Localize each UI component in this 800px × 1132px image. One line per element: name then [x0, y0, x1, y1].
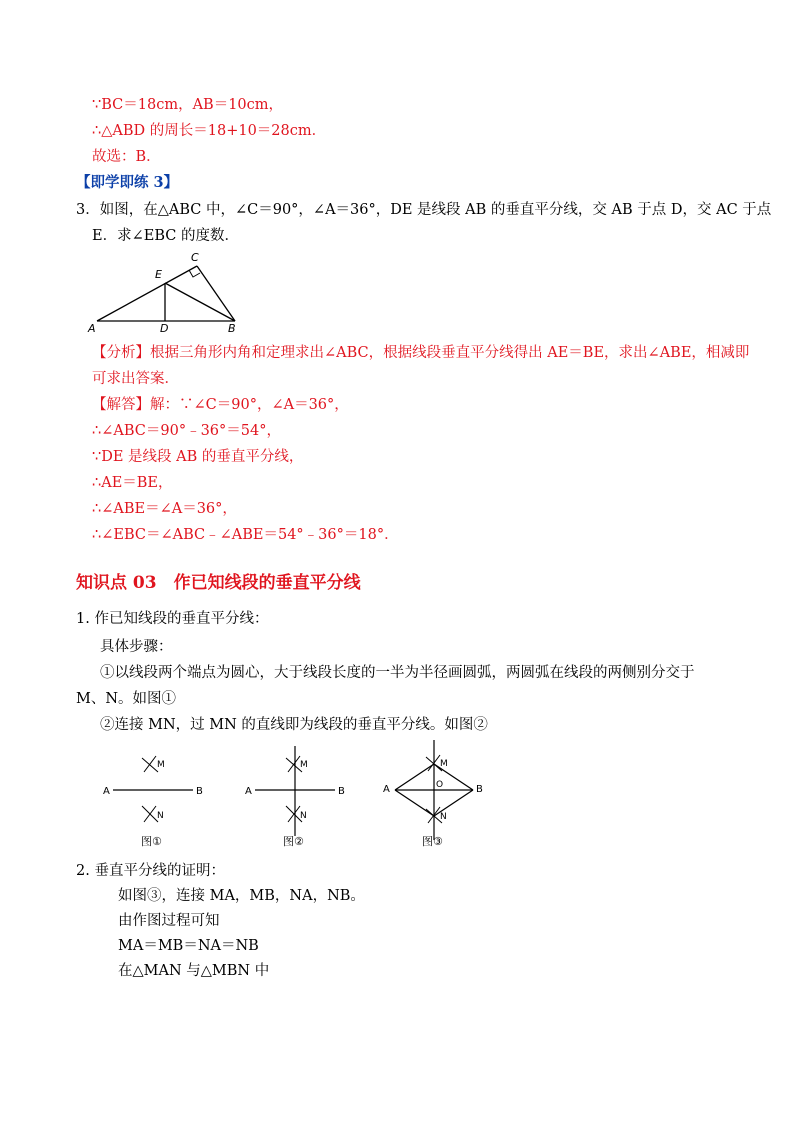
fig2-caption: 图② [283, 835, 304, 848]
answer-line-3: ∵DE 是线段 AB 的垂直平分线， [92, 449, 304, 465]
proof-line-4: 在△MAN 与△MBN 中 [118, 963, 270, 979]
point-2-title: 2. 垂直平分线的证明： [76, 863, 225, 879]
step-1-line-b: M、N。如图① [76, 691, 177, 707]
step-1-line-a: ①以线段两个端点为圆心，大于线段长度的一半为半径画圆弧，两圆弧在线段的两侧别分交于 [100, 665, 695, 681]
section-title: 知识点 03 作已知线段的垂直平分线 [76, 573, 361, 593]
fig3-label-n: N [440, 812, 447, 822]
vertex-label-a: A [88, 322, 96, 335]
answer-line-6: ∴∠EBC＝∠ABC﹣∠ABE＝54°﹣36°＝18°． [92, 527, 399, 543]
triangle-figure [85, 246, 245, 336]
answer-line-2: ∴∠ABC＝90°﹣36°＝54°， [92, 423, 281, 439]
point-1-title: 1. 作已知线段的垂直平分线： [76, 611, 269, 627]
fig3-caption: 图③ [422, 835, 443, 848]
vertex-label-b: B [228, 322, 236, 335]
answer-line-1: 【解答】解：∵∠C＝90°，∠A＝36°， [92, 397, 349, 413]
step-2-line: ②连接 MN，过 MN 的直线即为线段的垂直平分线。如图② [100, 717, 488, 733]
figure-3 [383, 740, 483, 848]
vertex-label-c: C [191, 251, 199, 264]
fig3-label-o: O [436, 780, 444, 790]
fig1-label-m: M [157, 760, 165, 770]
solution-line-3: 故选：B． [92, 149, 161, 165]
fig1-label-b: B [196, 786, 203, 797]
figure-2 [245, 746, 345, 848]
construction-figures [95, 736, 505, 854]
fig2-label-b: B [338, 786, 345, 797]
analysis-line-2: 可求出答案． [92, 371, 179, 387]
fig3-label-a: A [383, 784, 390, 795]
fig1-label-n: N [157, 811, 164, 821]
fig1-label-a: A [103, 786, 110, 797]
question-3-line-2: E．求∠EBC 的度数． [92, 228, 239, 244]
solution-line-2: ∴△ABD 的周长＝18+10＝28cm． [92, 123, 327, 139]
vertex-label-e: E [155, 268, 162, 281]
question-3-line-1: 3．如图，在△ABC 中，∠C＝90°，∠A＝36°，DE 是线段 AB 的垂直平分线，交 AB 于点 D，交 AC 于点 [76, 202, 772, 218]
vertex-label-d: D [160, 322, 169, 335]
fig3-label-m: M [440, 759, 448, 769]
answer-line-4: ∴AE＝BE， [92, 475, 173, 491]
proof-line-1: 如图③，连接 MA，MB，NA，NB。 [118, 888, 365, 904]
fig3-label-b: B [476, 784, 483, 795]
proof-line-3: MA＝MB＝NA＝NB [118, 938, 259, 954]
analysis-line-1: 【分析】根据三角形内角和定理求出∠ABC，根据线段垂直平分线得出 AE＝BE，求出∠ABE，相减即 [92, 345, 750, 361]
fig2-label-m: M [300, 760, 308, 770]
figure-1 [103, 756, 203, 848]
practice-label: 【即学即练 3】 [76, 174, 179, 191]
proof-line-2: 由作图过程可知 [118, 913, 220, 929]
fig2-label-a: A [245, 786, 252, 797]
solution-line-1: ∵BC＝18cm，AB＝10cm， [92, 97, 284, 113]
fig1-caption: 图① [141, 835, 162, 848]
steps-label: 具体步骤： [100, 639, 173, 655]
fig2-label-n: N [300, 811, 307, 821]
answer-line-5: ∴∠ABE＝∠A＝36°， [92, 501, 237, 517]
